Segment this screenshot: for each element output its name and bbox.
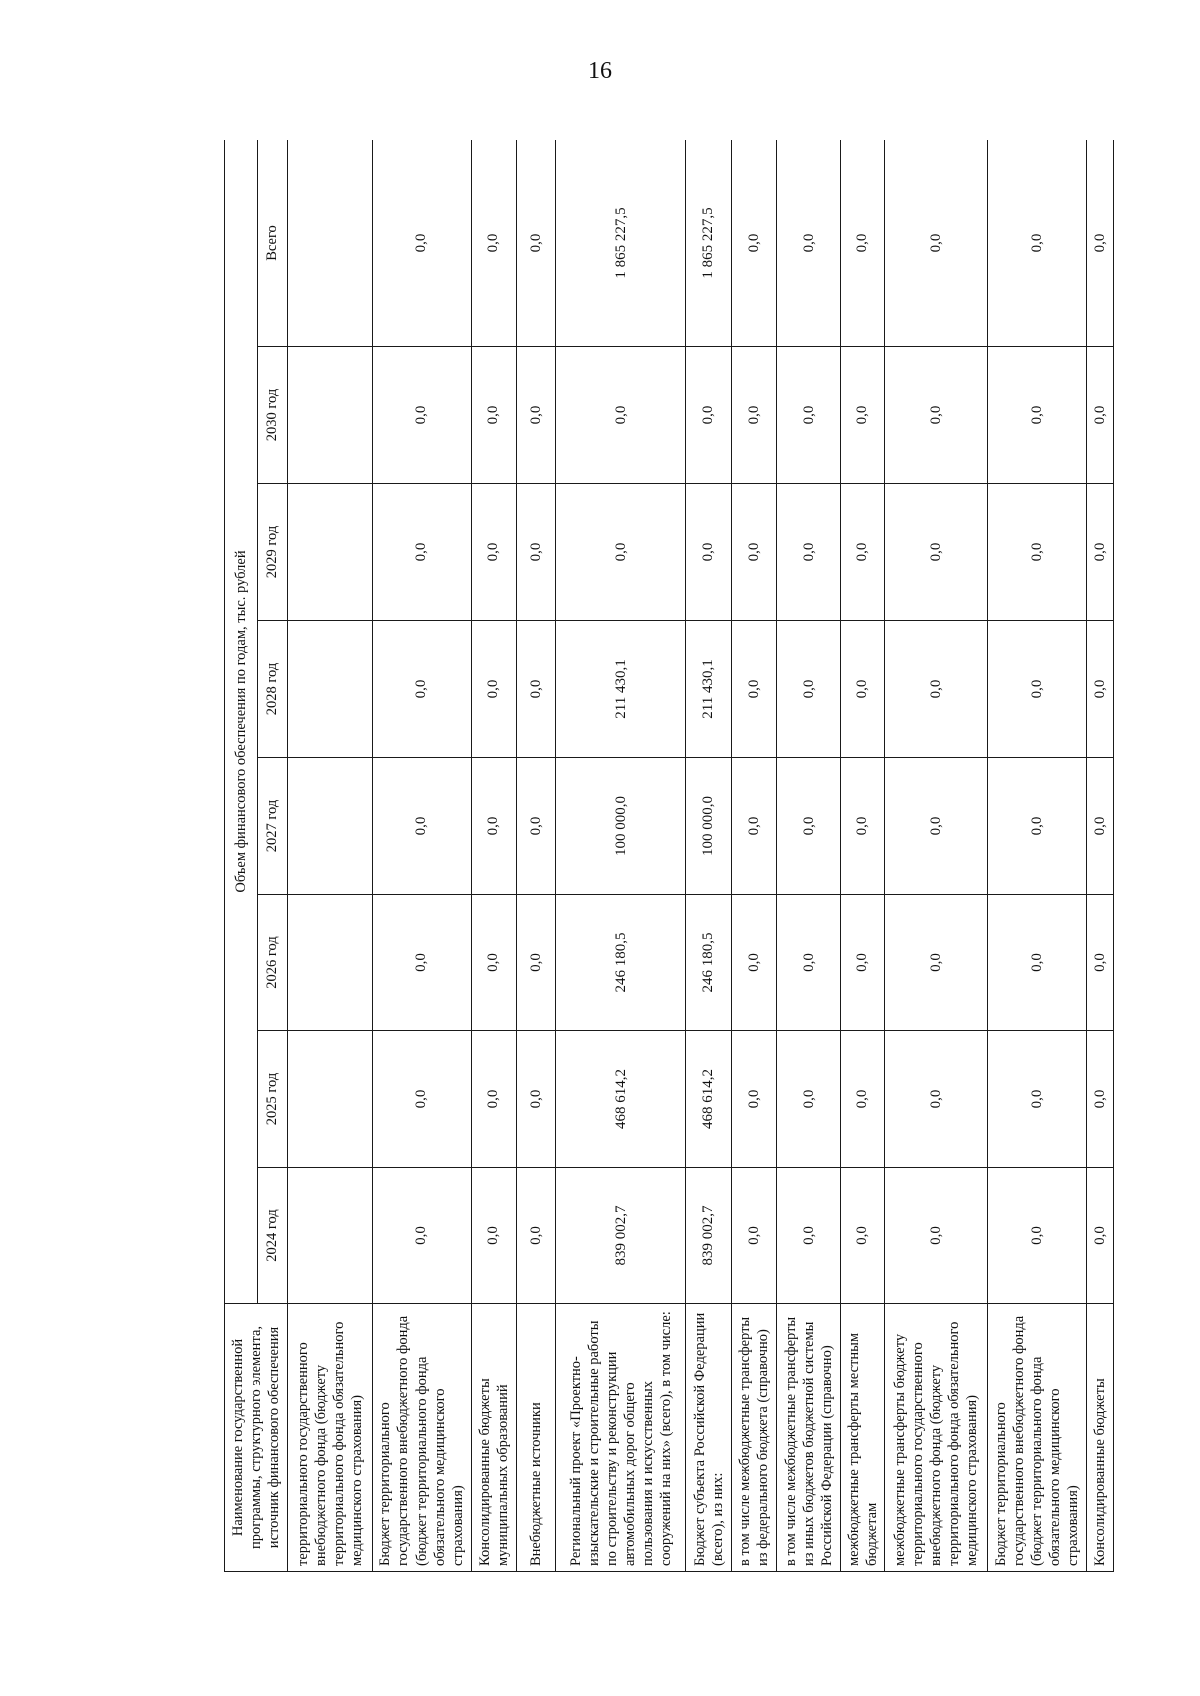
table-row — [517, 140, 556, 1572]
cell-value: 0,0 — [777, 1031, 841, 1168]
cell-value: 0,0 — [517, 621, 556, 758]
table-row — [372, 140, 471, 1572]
cell-value: 0,0 — [372, 895, 471, 1031]
cell-value: 0,0 — [731, 1031, 776, 1168]
cell-value: 0,0 — [884, 347, 987, 484]
table-row — [288, 140, 373, 1572]
row-label: Бюджет территориального государственного внебюджетного фонда (бюджет территориального фонда обязательного медицинского страхования) — [988, 1304, 1087, 1572]
cell-value: 0,0 — [517, 484, 556, 621]
header-year-2029: 2029 год — [258, 484, 288, 621]
cell-value: 0,0 — [841, 347, 884, 484]
cell-value: 839 002,7 — [556, 1168, 686, 1304]
row-label: межбюджетные трансферты местным бюджетам — [841, 1304, 884, 1572]
cell-value: 0,0 — [517, 895, 556, 1031]
cell-value: 0,0 — [884, 758, 987, 895]
budget-table — [224, 140, 1114, 1572]
row-label: в том числе межбюджетные трансферты из федерального бюджета (справочно) — [731, 1304, 776, 1572]
cell-value: 0,0 — [372, 484, 471, 621]
row-label: межбюджетные трансферты бюджету территориального государственного внебюджетного фонда (бюджету территориального фонда обязательного медицинского страхования) — [884, 1304, 987, 1572]
cell-value — [288, 484, 373, 621]
table-row — [686, 140, 731, 1572]
cell-value: 0,0 — [884, 1031, 987, 1168]
cell-value: 0,0 — [372, 1168, 471, 1304]
cell-value: 0,0 — [556, 347, 686, 484]
cell-value: 100 000,0 — [686, 758, 731, 895]
row-label: в том числе межбюджетные трансферты из иных бюджетов бюджетной системы Российской Федерации (справочно) — [777, 1304, 841, 1572]
cell-value: 246 180,5 — [556, 895, 686, 1031]
cell-value: 0,0 — [988, 758, 1087, 895]
header-volume: Объем финансового обеспечения по годам, тыс. рублей — [225, 140, 258, 1304]
cell-value — [288, 895, 373, 1031]
cell-value: 0,0 — [731, 484, 776, 621]
row-label: Внебюджетные источники — [517, 1304, 556, 1572]
row-label: Консолидированные бюджеты — [1087, 1304, 1114, 1572]
cell-value: 0,0 — [1087, 758, 1114, 895]
header-year-2027: 2027 год — [258, 758, 288, 895]
cell-value: 0,0 — [372, 140, 471, 347]
cell-value: 0,0 — [777, 758, 841, 895]
table-row — [777, 140, 841, 1572]
cell-value: 0,0 — [471, 1031, 516, 1168]
cell-value: 211 430,1 — [686, 621, 731, 758]
table-row — [988, 140, 1087, 1572]
cell-value — [288, 140, 373, 347]
cell-value — [288, 1031, 373, 1168]
cell-value: 0,0 — [988, 484, 1087, 621]
cell-value: 0,0 — [372, 621, 471, 758]
cell-value: 0,0 — [777, 140, 841, 347]
cell-value: 0,0 — [731, 621, 776, 758]
header-year-2026: 2026 год — [258, 895, 288, 1031]
cell-value: 0,0 — [471, 140, 516, 347]
table-row — [1087, 140, 1114, 1572]
cell-value: 0,0 — [372, 1031, 471, 1168]
cell-value: 0,0 — [988, 621, 1087, 758]
cell-value: 0,0 — [372, 347, 471, 484]
cell-value: 0,0 — [517, 347, 556, 484]
cell-value: 0,0 — [988, 1168, 1087, 1304]
header-year-2024: 2024 год — [258, 1168, 288, 1304]
cell-value: 468 614,2 — [686, 1031, 731, 1168]
cell-value: 0,0 — [777, 484, 841, 621]
row-label: Бюджет территориального государственного внебюджетного фонда (бюджет территориального фонда обязательного медицинского страхования) — [372, 1304, 471, 1572]
table-row — [841, 140, 884, 1572]
header-year-2028: 2028 год — [258, 621, 288, 758]
cell-value: 0,0 — [731, 347, 776, 484]
cell-value: 0,0 — [841, 1168, 884, 1304]
table-row — [884, 140, 987, 1572]
cell-value: 1 865 227,5 — [686, 140, 731, 347]
table-row — [556, 140, 686, 1572]
cell-value: 1 865 227,5 — [556, 140, 686, 347]
row-label: Бюджет субъекта Российской Федерации (всего), из них: — [686, 1304, 731, 1572]
cell-value: 0,0 — [841, 758, 884, 895]
cell-value: 0,0 — [988, 895, 1087, 1031]
cell-value: 0,0 — [988, 347, 1087, 484]
cell-value: 0,0 — [517, 1031, 556, 1168]
cell-value: 0,0 — [884, 621, 987, 758]
cell-value: 0,0 — [841, 621, 884, 758]
cell-value: 0,0 — [1087, 484, 1114, 621]
cell-value: 0,0 — [517, 140, 556, 347]
cell-value — [288, 347, 373, 484]
cell-value: 0,0 — [731, 1168, 776, 1304]
cell-value: 0,0 — [884, 484, 987, 621]
cell-value: 0,0 — [777, 347, 841, 484]
cell-value: 0,0 — [777, 1168, 841, 1304]
cell-value: 0,0 — [372, 758, 471, 895]
cell-value: 0,0 — [841, 484, 884, 621]
header-year-2030: 2030 год — [258, 347, 288, 484]
cell-value: 0,0 — [1087, 621, 1114, 758]
header-year-2025: 2025 год — [258, 1031, 288, 1168]
rotated-table-frame — [224, 140, 1114, 1572]
cell-value: 246 180,5 — [686, 895, 731, 1031]
cell-value: 0,0 — [517, 758, 556, 895]
cell-value: 0,0 — [1087, 347, 1114, 484]
row-label: Консолидированные бюджеты муниципальных образований — [471, 1304, 516, 1572]
cell-value: 839 002,7 — [686, 1168, 731, 1304]
row-label: территориального государственного внебюджетного фонда (бюджету территориального фонда обязательного медицинского страхования) — [288, 1304, 373, 1572]
cell-value: 0,0 — [686, 347, 731, 484]
cell-value: 0,0 — [988, 1031, 1087, 1168]
cell-value: 0,0 — [1087, 895, 1114, 1031]
cell-value: 0,0 — [471, 758, 516, 895]
cell-value: 468 614,2 — [556, 1031, 686, 1168]
cell-value — [288, 621, 373, 758]
cell-value: 0,0 — [777, 895, 841, 1031]
cell-value: 0,0 — [517, 1168, 556, 1304]
cell-value: 0,0 — [731, 895, 776, 1031]
row-label: Региональный проект «Проектно-изыскательские и строительные работы по строительству и реконструкции автомобильных дорог общего пользования и искусственных сооружений на них» (всего), в том числе: — [556, 1304, 686, 1572]
cell-value: 0,0 — [471, 1168, 516, 1304]
page-number: 16 — [588, 58, 612, 84]
cell-value: 0,0 — [471, 347, 516, 484]
table-row — [471, 140, 516, 1572]
cell-value: 0,0 — [1087, 1031, 1114, 1168]
header-name-column: Наименование государственной программы, структурного элемента, источник финансового обеспечения — [225, 1304, 288, 1572]
cell-value: 0,0 — [841, 1031, 884, 1168]
cell-value: 0,0 — [556, 484, 686, 621]
cell-value — [288, 758, 373, 895]
cell-value: 0,0 — [731, 758, 776, 895]
cell-value: 0,0 — [777, 621, 841, 758]
cell-value: 0,0 — [841, 140, 884, 347]
header-total: Всего — [258, 140, 288, 347]
cell-value: 0,0 — [1087, 140, 1114, 347]
cell-value: 0,0 — [471, 895, 516, 1031]
cell-value: 0,0 — [884, 1168, 987, 1304]
cell-value — [288, 1168, 373, 1304]
cell-value: 0,0 — [686, 484, 731, 621]
cell-value: 0,0 — [731, 140, 776, 347]
cell-value: 0,0 — [884, 895, 987, 1031]
cell-value: 211 430,1 — [556, 621, 686, 758]
table-row — [731, 140, 776, 1572]
cell-value: 0,0 — [471, 484, 516, 621]
cell-value: 0,0 — [884, 140, 987, 347]
cell-value: 0,0 — [471, 621, 516, 758]
cell-value: 0,0 — [988, 140, 1087, 347]
cell-value: 0,0 — [1087, 1168, 1114, 1304]
cell-value: 0,0 — [841, 895, 884, 1031]
cell-value: 100 000,0 — [556, 758, 686, 895]
